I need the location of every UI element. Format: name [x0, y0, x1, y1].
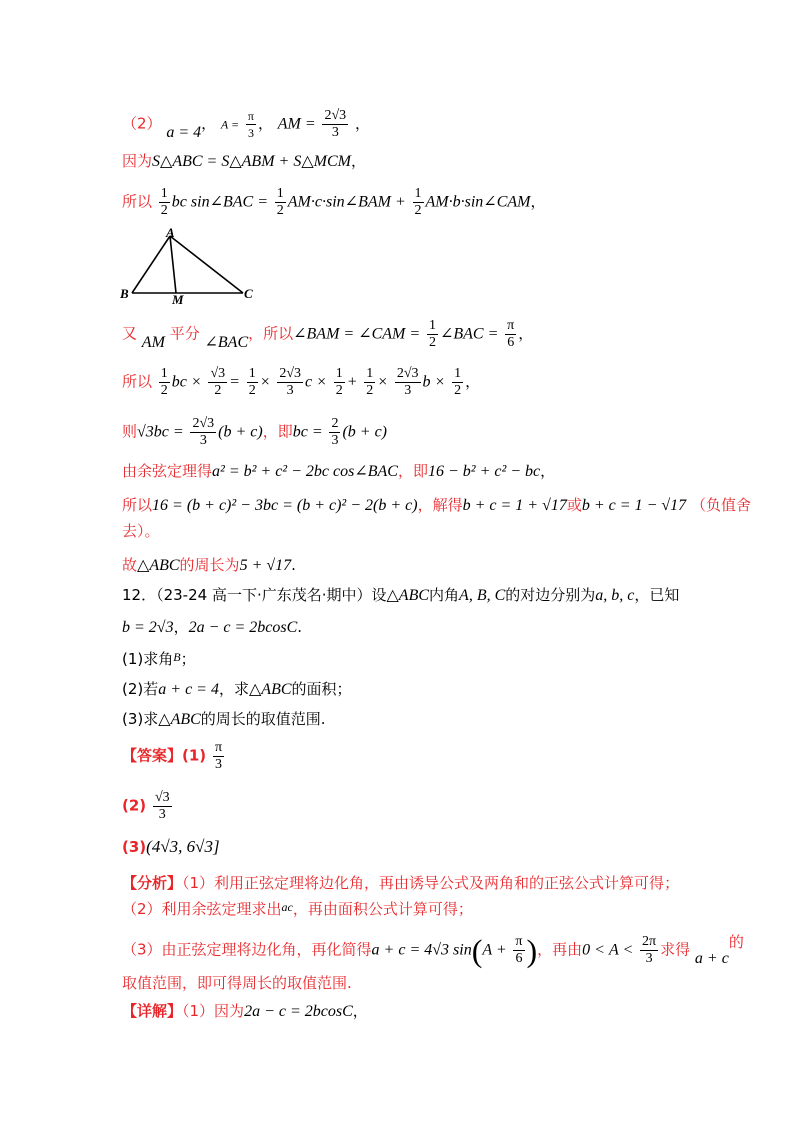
answer-3: (3)(4√3, 6√3] [122, 837, 220, 856]
question-2: (2)若a + c = 4，求△ABC的面积； [122, 680, 352, 698]
half-fraction: $\frac{1}{2}$ [160, 186, 168, 218]
problem-12-conditions: b = 2√3，2a − c = 2bcosC. [122, 618, 303, 636]
line-area-sum: 因为S△ABC = S△ABM + S△MCM， [122, 152, 366, 170]
analysis-1: 【分析】（1）利用正弦定理将边化角，再由诱导公式及两角和的正弦公式计算可得； [122, 874, 680, 892]
given-AM: AM = [277, 115, 316, 133]
line-discard-note: 去）。 [122, 522, 160, 540]
pi-over-6: $\frac{\pi}{6}$ [507, 318, 515, 350]
part-label: （2） [122, 114, 162, 133]
analysis-tag: 【分析】 [122, 874, 183, 892]
line-given-values: （2） a = 4， A = $\frac{\pi}{3}$ ， AM = $\frac{2√3}{3}$ ， [122, 108, 370, 141]
line-substitution: 所以 $\frac{1}{2}$ bc × $\frac{√3}{2}$ = $\frac{1}{2}$ × $\frac{2√3}{3}$ c × $\frac{1}{2}$ + $\frac{1}{2}$ × $\frac{2√3}{3}$ b × $\frac{1}{2}$ ， [122, 366, 481, 398]
line-area-expansion: 所以 $\frac{1}{2}$ bc sin∠BAC = $\frac{1}{2}$ AM·c·sin∠BAM + $\frac{1}{2}$ AM·b·sin∠CAM， [122, 186, 546, 218]
problem-number: 12． [122, 586, 157, 604]
detail-1: 【详解】（1）因为2a − c = 2bcosC， [122, 1002, 368, 1020]
analysis-3-cont: 取值范围，即可得周长的取值范围. [122, 974, 352, 992]
line-bisector: 又 AM 平分 ∠BAC，所以∠BAM = ∠CAM = $\frac{1}{2}$ ∠BAC = $\frac{\pi}{6}$ ， [122, 318, 534, 351]
answer-1: 【答案】(1) $\frac{\pi}{3}$ [122, 740, 223, 772]
given-A: A = [220, 117, 240, 132]
vertex-A: A [166, 226, 175, 240]
line-bc-relation: 则√3bc = $\frac{2√3}{3}$ (b + c)，即bc = $\frac{2}{3}$ (b + c) [122, 416, 387, 448]
question-3: (3)求△ABC的周长的取值范围. [122, 710, 326, 728]
line-perimeter: 故△ABC的周长为5 + √17. [122, 556, 296, 574]
analysis-3: （3）由正弦定理将边化角，再化简得a + c = 4√3 sin(A + $\frac{\pi}{6}$ )，再由0 < A < $\frac{2\pi}{3}$ 求得 a + c的 [122, 932, 744, 969]
line-solve: 所以16 = (b + c)² − 3bc = (b + c)² − 2(b + c)，解得b + c = 1 + √17或b + c = 1 − √17 （负值舍 [122, 496, 751, 514]
point-M: M [172, 292, 184, 306]
detail-tag: 【详解】 [122, 1002, 183, 1020]
line-cosine-law: 由余弦定理得a² = b² + c² − 2bc cos∠BAC，即16 − b² + c² − bc， [122, 462, 556, 480]
area-equation: S△ABC = S△ABM + S△MCM [152, 153, 351, 170]
given-a: a = 4 [166, 123, 202, 141]
vertex-B: B [120, 286, 129, 301]
answer-2: (2) $\frac{√3}{3}$ [122, 790, 170, 822]
triangle-figure [118, 226, 258, 306]
question-1: (1)求角$^B$； [122, 650, 196, 668]
pi-over-3: $\frac{\pi}{3}$ [247, 109, 254, 140]
two-root3-over-3: $\frac{2√3}{3}$ [324, 108, 347, 140]
vertex-C: C [244, 286, 253, 301]
analysis-2: （2）利用余弦定理求出$^{ac}$，再由面积公式计算可得； [122, 900, 473, 918]
problem-12-statement: 12．（23-24 高一下·广东茂名·期中）设△ABC内角A, B, C的对边分别为a, b, c，已知 [122, 586, 680, 604]
answer-tag: 【答案】 [122, 746, 183, 765]
